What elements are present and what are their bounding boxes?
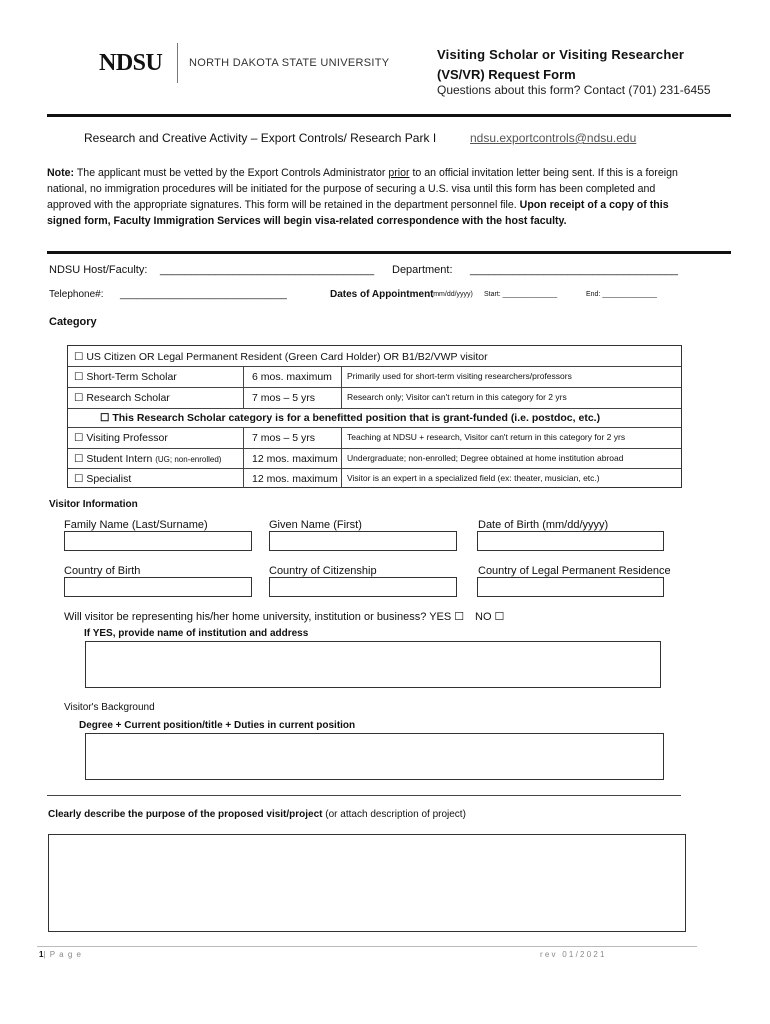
note-paragraph <box>47 165 687 229</box>
research-scholar-desc: Research only; Visitor can't return in this category for 2 yrs <box>347 392 567 402</box>
category-short-term-scholar[interactable]: ☐ Short-Term Scholar <box>74 371 177 383</box>
end-date-field[interactable]: End: ______________ <box>586 291 657 298</box>
page-number <box>39 950 82 959</box>
contact-line: Questions about this form? Contact (701) 231-6455 <box>437 83 711 97</box>
note-text-2: to an official invitation letter being sent. If this is a foreign national, no immigration procedures will be initiated for the purpose of securing a U.S. visa until this form has been completed and approved with the appropriate signatures. This form will be retained in the department personnel file. <box>47 167 678 211</box>
representing-question[interactable]: Will visitor be representing his/her home university, institution or business? YES ☐ <box>64 611 465 623</box>
ndsu-logo: NDSU <box>99 50 163 76</box>
degree-label: Degree + Current position/title + Duties in current position <box>79 720 356 731</box>
note-prior: prior <box>388 167 410 179</box>
student-intern-desc: Undergraduate; non-enrolled; Degree obtained at home institution abroad <box>347 453 624 463</box>
birth-country-input[interactable] <box>64 577 252 597</box>
family-name-input[interactable] <box>64 531 252 551</box>
student-intern-duration: 12 mos. maximum <box>252 453 338 465</box>
family-name-label: Family Name (Last/Surname) <box>64 519 208 531</box>
department-name: Research and Creative Activity – Export Controls/ Research Park I <box>84 131 437 145</box>
birth-country-label: Country of Birth <box>64 565 141 577</box>
institution-address-input[interactable] <box>85 641 661 688</box>
visiting-professor-desc: Teaching at NDSU + research, Visitor can't return in this category for 2 yrs <box>347 432 626 442</box>
category-table <box>67 345 682 488</box>
specialist-duration: 12 mos. maximum <box>252 473 338 485</box>
dates-format: : (mm/dd/yyyy) <box>427 291 473 298</box>
citizenship-label: Country of Citizenship <box>269 565 377 577</box>
department-field[interactable]: __________________________________ <box>470 264 679 276</box>
residence-label: Country of Legal Permanent Residence <box>478 565 671 577</box>
background-label: Visitor's Background <box>64 702 155 713</box>
short-term-duration: 6 mos. maximum <box>252 371 332 383</box>
visiting-professor-duration: 7 mos – 5 yrs <box>252 432 316 444</box>
if-yes-label: If YES, provide name of institution and address <box>84 628 309 639</box>
dob-input[interactable] <box>477 531 664 551</box>
start-date-field[interactable]: Start: ______________ <box>484 291 558 298</box>
visitor-info-heading: Visitor Information <box>49 499 138 510</box>
purpose-rule <box>47 795 681 796</box>
header-rule <box>47 114 731 117</box>
form-title-line2: (VS/VR) Request Form <box>437 67 576 82</box>
short-term-desc: Primarily used for short-term visiting researchers/professors <box>347 371 572 381</box>
residence-input[interactable] <box>477 577 664 597</box>
note-bold-text: Upon receipt of a copy of this signed form, Faculty Immigration Services will begin visa-related correspondence with the host faculty. <box>47 199 669 227</box>
department-email-link[interactable]: ndsu.exportcontrols@ndsu.edu <box>470 131 637 145</box>
purpose-label-rest: (or attach description of project) <box>322 809 466 820</box>
purpose-label <box>48 809 466 820</box>
background-input[interactable] <box>85 733 664 780</box>
page-number-value: 1 <box>39 950 44 959</box>
student-intern-label: ☐ Student Intern <box>74 453 153 465</box>
dob-label: Date of Birth (mm/dd/yyyy) <box>478 519 609 531</box>
note-rule <box>47 251 731 254</box>
host-faculty-label: NDSU Host/Faculty: <box>49 264 148 276</box>
note-label: Note: <box>47 167 75 179</box>
category-student-intern[interactable] <box>74 453 221 465</box>
representing-no-option[interactable]: NO ☐ <box>475 611 505 623</box>
category-heading: Category <box>49 316 97 328</box>
page-word: | P a g e <box>43 950 82 959</box>
department-label: Department: <box>392 264 453 276</box>
form-title-line1: Visiting Scholar or Visiting Researcher <box>437 47 685 62</box>
telephone-field[interactable]: ______________________________ <box>120 289 287 300</box>
dates-label: Dates of Appointment <box>330 289 434 300</box>
footer-rule <box>37 946 697 947</box>
specialist-desc: Visitor is an expert in a specialized field (ex: theater, musician, etc.) <box>347 473 600 483</box>
revision: r e v 0 1 / 2 0 2 1 <box>540 950 605 959</box>
category-us-citizen[interactable]: ☐ US Citizen OR Legal Permanent Resident (Green Card Holder) OR B1/B2/VWP visitor <box>74 351 488 363</box>
telephone-label: Telephone#: <box>49 289 104 300</box>
research-scholar-duration: 7 mos – 5 yrs <box>252 392 316 404</box>
category-benefitted-position[interactable]: ☐ This Research Scholar category is for a benefitted position that is grant-funded (i.e. postdoc, etc.) <box>100 412 601 424</box>
given-name-input[interactable] <box>269 531 457 551</box>
purpose-input[interactable] <box>48 834 686 932</box>
logo-divider <box>177 43 178 83</box>
purpose-label-bold: Clearly describe the purpose of the proposed visit/project <box>48 809 323 820</box>
note-text-1: The applicant must be vetted by the Export Controls Administrator <box>74 167 389 179</box>
given-name-label: Given Name (First) <box>269 519 362 531</box>
citizenship-input[interactable] <box>269 577 457 597</box>
category-specialist[interactable]: ☐ Specialist <box>74 473 132 485</box>
host-faculty-field[interactable]: ___________________________________ <box>160 264 375 276</box>
category-visiting-professor[interactable]: ☐ Visiting Professor <box>74 432 168 444</box>
category-research-scholar[interactable]: ☐ Research Scholar <box>74 392 170 404</box>
university-name: NORTH DAKOTA STATE UNIVERSITY <box>189 57 390 69</box>
student-intern-note: (UG; non-enrolled) <box>155 455 222 464</box>
